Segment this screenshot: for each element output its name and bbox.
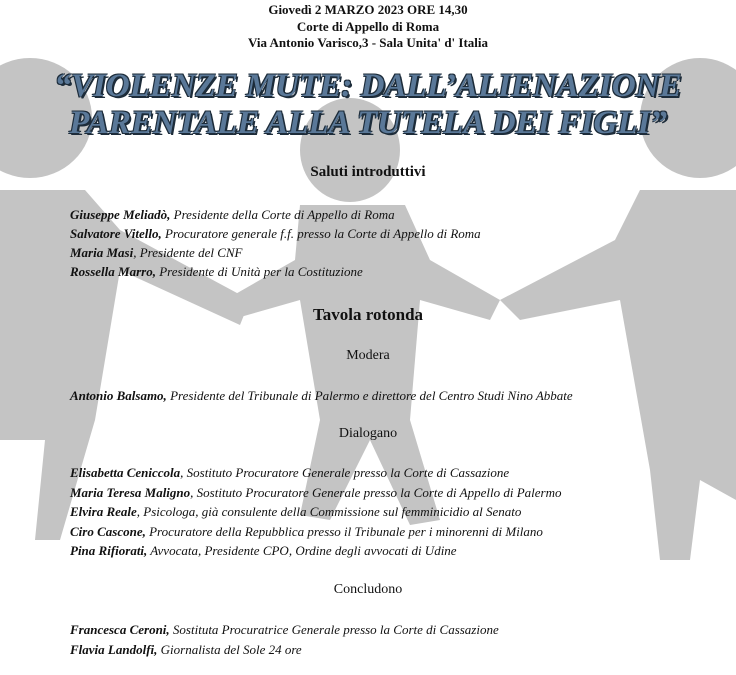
speaker-row: [70, 245, 243, 261]
event-address: Via Antonio Varisco,3 - Sala Unita' d' Italia: [247, 35, 489, 50]
speaker-name: Maria Teresa Maligno: [70, 485, 191, 500]
speaker-row: [70, 622, 499, 638]
event-venue: Corte di Appello di Roma: [296, 19, 440, 34]
speaker-name: Giuseppe Meliadò,: [70, 207, 171, 222]
speaker-role: Presidente del Tribunale di Palermo e direttore del Centro Studi Nino Abbate: [166, 388, 573, 403]
speaker-name: Maria Masi: [70, 245, 134, 260]
speaker-role: Sostituta Procuratrice Generale presso la Corte di Cassazione: [169, 622, 499, 637]
speaker-name: Elvira Reale: [70, 504, 137, 519]
speaker-name: Pina Rifiorati,: [70, 543, 148, 558]
title-line-2: PARENTALE ALLA TUTELA DEI FIGLI”: [69, 105, 667, 141]
speaker-role: Giornalista del Sole 24 ore: [157, 642, 302, 657]
modera-label: Modera: [346, 348, 390, 363]
speaker-role: Procuratore generale f.f. presso la Corte di Appello di Roma: [161, 226, 481, 241]
speaker-row: [70, 543, 457, 559]
speaker-name: Rossella Marro,: [70, 264, 156, 279]
dialogano-label: Dialogano: [338, 426, 398, 441]
speaker-role: , Sostituto Procuratore Generale presso la Corte di Appello di Palermo: [190, 485, 562, 500]
tavola-heading: Tavola rotonda: [312, 305, 424, 324]
concludono-label: Concludono: [333, 582, 403, 597]
speaker-role: , Sostituto Procuratore Generale presso la Corte di Cassazione: [180, 465, 510, 480]
speaker-row: [70, 485, 561, 501]
adult-right-body: [500, 190, 736, 560]
speaker-role: , Presidente del CNF: [133, 245, 243, 260]
speaker-row: [70, 465, 509, 481]
speaker-row: [70, 642, 302, 658]
speaker-row: [70, 524, 543, 540]
speaker-row: [70, 264, 363, 280]
speaker-row: [70, 226, 481, 242]
speaker-role: Presidente di Unità per la Costituzione: [155, 264, 363, 279]
speaker-role: Avvocata, Presidente CPO, Ordine degli avvocati di Udine: [147, 543, 457, 558]
speaker-name: Ciro Cascone,: [70, 524, 146, 539]
speaker-name: Salvatore Vitello,: [70, 226, 162, 241]
speaker-name: Francesca Ceroni,: [70, 622, 170, 637]
speaker-row: [70, 388, 573, 404]
speaker-name: Antonio Balsamo,: [70, 388, 167, 403]
speaker-role: , Psicologa, già consulente della Commissione sul femminicidio al Senato: [136, 504, 522, 519]
speaker-row: [70, 207, 395, 223]
speaker-row: [70, 504, 521, 520]
title-line-1: “VIOLENZE MUTE: DALL’ALIENAZIONE: [54, 68, 682, 104]
event-date: Giovedì 2 MARZO 2023 ORE 14,30: [268, 2, 468, 17]
saluti-heading: Saluti introduttivi: [310, 164, 426, 180]
speaker-role: Procuratore della Repubblica presso il Tribunale per i minorenni di Milano: [145, 524, 543, 539]
speaker-name: Elisabetta Ceniccola: [70, 465, 181, 480]
speaker-name: Flavia Landolfi,: [70, 642, 158, 657]
speaker-role: Presidente della Corte di Appello di Roma: [170, 207, 395, 222]
